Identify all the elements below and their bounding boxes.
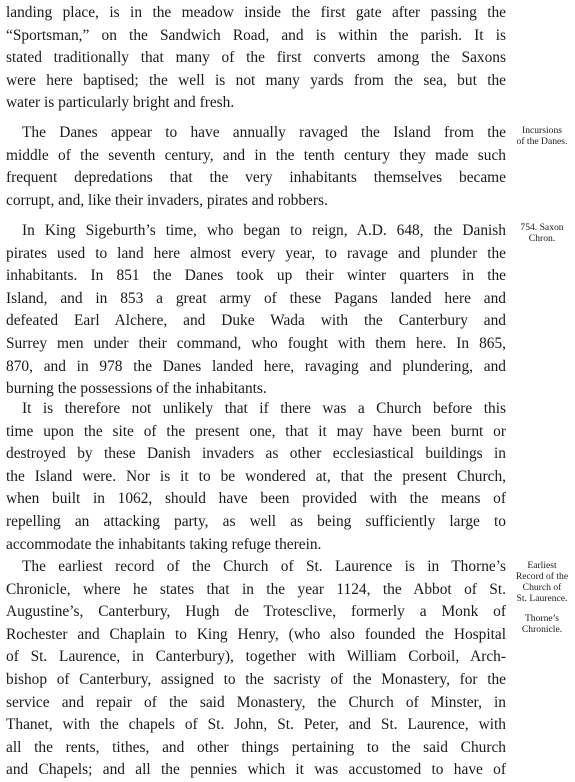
- text-line: and Chapels; and all the pennies which it was accustomed to have of: [6, 761, 506, 779]
- text-line: were here baptised; the well is not many yards from the sea, but the: [6, 71, 506, 89]
- sidenote-line: 754. Saxon: [520, 222, 564, 233]
- text-line: landing place, is in the meadow inside the first gate after passing the: [6, 4, 506, 21]
- paragraph-earliest-record: [6, 556, 506, 782]
- sidenote-earliest-record: [511, 560, 573, 604]
- text-line: In King Sigeburth’s time, who began to reign, A.D. 648, the Danish: [22, 222, 506, 239]
- sidenote-saxon-chron: [511, 222, 573, 244]
- sidenote-line: Chron.: [528, 233, 556, 244]
- sidenote-line: of the Danes.: [516, 136, 568, 147]
- text-line: stated traditionally that many of the first converts among the Saxons: [6, 49, 506, 67]
- text-line: Surrey men under their command, who fought with them here. In 865,: [6, 334, 506, 352]
- text-line: Island, and in 853 a great army of these Pagans landed here and: [6, 289, 506, 307]
- sidenote-line: St. Laurence.: [516, 593, 568, 604]
- text-line: The earliest record of the Church of St. Laurence is in Thorne’s: [22, 558, 506, 575]
- text-line: “Sportsman,” on the Sandwich Road, and is within the parish. It is: [6, 26, 506, 44]
- paragraph-sigeburth: [6, 220, 506, 401]
- text-line: water is particularly bright and fresh.: [6, 94, 235, 112]
- sidenote-thornes-chronicle: [511, 613, 573, 635]
- text-line: destroyed by these Danish invaders as other ecclesiastical buildings in: [6, 445, 506, 463]
- text-line: when built in 1062, should have been provided with the means of: [6, 490, 506, 508]
- text-line: Augustine’s, Canterbury, Hugh de Trotesclive, formerly a Monk of: [6, 603, 506, 621]
- sidenote-line: Record of the: [515, 571, 569, 582]
- text-line: Rochester and Chaplain to King Henry, (who also founded the Hospital: [6, 625, 506, 643]
- text-line: all the rents, tithes, and other things pertaining to the said Church: [6, 738, 506, 756]
- text-line: 870, and in 978 the Danes landed here, ravaging and plundering, and: [6, 357, 506, 375]
- sidenote-line: Thorne’s: [524, 613, 560, 624]
- paragraph-well: [6, 2, 506, 115]
- text-line: The Danes appear to have annually ravaged the Island from the: [22, 124, 506, 141]
- text-line: the Island were. Nor is it to be wondered at, that the present Church,: [6, 467, 506, 485]
- sidenote-line: Church of: [522, 582, 562, 593]
- text-line: middle of the seventh century, and in the tenth century they made such: [6, 146, 506, 164]
- text-line: bishop of Canterbury, assigned to the sacristy of the Monastery, for the: [6, 670, 506, 688]
- text-line: defeated Earl Alchere, and Duke Wada with the Canterbury and: [6, 312, 506, 330]
- text-line: of St. Laurence, in Canterbury), together with William Corboil, Arch-: [6, 648, 506, 666]
- text-line: Thanet, with the chapels of St. John, St. Peter, and St. Laurence, with: [6, 716, 506, 734]
- text-line: inhabitants. In 851 the Danes took up their winter quarters in the: [6, 267, 506, 285]
- text-line: accommodate the inhabitants taking refuge therein.: [6, 535, 322, 553]
- text-line: repelling an attacking party, as well as being sufficiently large to: [6, 512, 506, 530]
- text-line: Chronicle, where he states that in the year 1124, the Abbot of St.: [6, 580, 506, 598]
- text-line: It is therefore not unlikely that if there was a Church before this: [22, 400, 506, 417]
- text-line: burning the possessions of the inhabitants.: [6, 380, 267, 398]
- paragraph-danes-ravage: [6, 122, 506, 212]
- sidenote-incursions: [511, 125, 573, 147]
- sidenote-line: Chronicle.: [521, 624, 563, 635]
- paragraph-church-burnt: [6, 398, 506, 556]
- sidenote-line: Incursions: [522, 125, 562, 136]
- text-line: time upon the site of the present one, that it may have been burnt or: [6, 422, 506, 440]
- text-line: service and repair of the said Monastery, the Church of Minster, in: [6, 693, 506, 711]
- text-line: corrupt, and, like their invaders, pirates and robbers.: [6, 191, 328, 209]
- text-line: pirates used to land here almost every year, to ravage and plunder the: [6, 244, 506, 262]
- text-line: frequent depredations that the very inhabitants themselves became: [6, 169, 506, 187]
- sidenote-line: Earliest: [527, 560, 557, 571]
